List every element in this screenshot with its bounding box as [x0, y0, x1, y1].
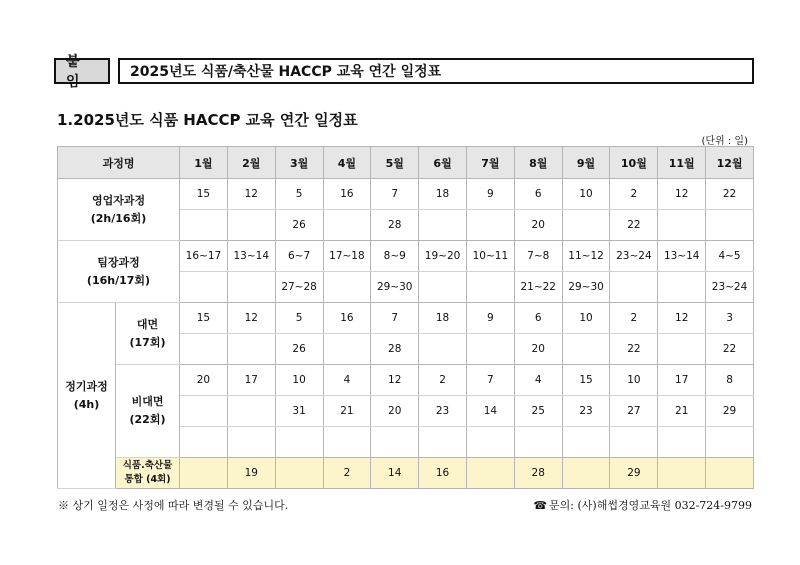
- business-date2-11: [658, 210, 706, 241]
- online-sub: (22회): [129, 413, 166, 426]
- online-date2-5: 20: [371, 396, 419, 427]
- facetoface-date-11: 12: [658, 303, 706, 334]
- online-date-5: 12: [371, 365, 419, 396]
- business-date-4: 16: [323, 179, 371, 210]
- combined-date-11: [658, 458, 706, 489]
- leader-date-5: 8~9: [371, 241, 419, 272]
- combined-row: [58, 458, 754, 489]
- online-date-4: 4: [323, 365, 371, 396]
- leader-date2-9: 29~30: [562, 272, 610, 303]
- section-title: 1.2025년도 식품 HACCP 교육 연간 일정표: [57, 111, 358, 129]
- month-header-1: 1월: [180, 147, 228, 179]
- online-date3-7: [466, 427, 514, 458]
- facetoface-date-12: 3: [706, 303, 754, 334]
- leader-date2-5: 29~30: [371, 272, 419, 303]
- contact-text: 문의: (사)해썹경영교육원 032-724-9799: [549, 499, 752, 512]
- online-date2-12: 29: [706, 396, 754, 427]
- leader-date-12: 4~5: [706, 241, 754, 272]
- online-date-9: 15: [562, 365, 610, 396]
- month-header-10: 10월: [610, 147, 658, 179]
- business-date2-12: [706, 210, 754, 241]
- combined-date-10: 29: [610, 458, 658, 489]
- business-date-12: 22: [706, 179, 754, 210]
- facetoface-date-5: 7: [371, 303, 419, 334]
- online-date3-1: [180, 427, 228, 458]
- regular-course-sub: (4h): [73, 397, 100, 411]
- schedule-table: [57, 146, 754, 489]
- regular-course-name: 정기과정: [65, 379, 108, 393]
- leader-date2-4: [323, 272, 371, 303]
- online-date2-8: 25: [514, 396, 562, 427]
- online-label: [116, 365, 180, 458]
- business-date2-9: [562, 210, 610, 241]
- combined-sub: 통합 (4회): [124, 474, 171, 485]
- month-header-8: 8월: [514, 147, 562, 179]
- leader-course-row: [58, 241, 754, 272]
- combined-date-8: 28: [514, 458, 562, 489]
- unit-label: (단위 : 일): [701, 136, 748, 147]
- month-header-12: 12월: [706, 147, 754, 179]
- online-date3-8: [514, 427, 562, 458]
- online-date-12: 8: [706, 365, 754, 396]
- facetoface-date-3: 5: [275, 303, 323, 334]
- business-date2-5: 28: [371, 210, 419, 241]
- online-row: [58, 365, 754, 396]
- business-date-1: 15: [180, 179, 228, 210]
- business-date-3: 5: [275, 179, 323, 210]
- business-course-label: [58, 179, 180, 241]
- footer-note: ※ 상기 일정은 사정에 따라 변경될 수 있습니다.: [58, 499, 289, 512]
- business-date2-1: [180, 210, 228, 241]
- business-date2-4: [323, 210, 371, 241]
- business-date-8: 6: [514, 179, 562, 210]
- leader-course-label: [58, 241, 180, 303]
- online-date3-6: [419, 427, 467, 458]
- leader-date-7: 10~11: [466, 241, 514, 272]
- facetoface-date-2: 12: [227, 303, 275, 334]
- business-date-10: 2: [610, 179, 658, 210]
- month-header-7: 7월: [466, 147, 514, 179]
- combined-date-1: [180, 458, 228, 489]
- business-course-row: [58, 179, 754, 210]
- course-name-header: 과정명: [58, 147, 180, 179]
- combined-date-2: 19: [227, 458, 275, 489]
- facetoface-date2-2: [227, 334, 275, 365]
- facetoface-date-7: 9: [466, 303, 514, 334]
- facetoface-date2-4: [323, 334, 371, 365]
- combined-date-7: [466, 458, 514, 489]
- online-date3-10: [610, 427, 658, 458]
- facetoface-date2-5: 28: [371, 334, 419, 365]
- facetoface-sub: (17회): [129, 335, 166, 349]
- business-course-name: 영업자과정: [91, 193, 146, 207]
- online-date2-9: 23: [562, 396, 610, 427]
- leader-date2-7: [466, 272, 514, 303]
- leader-date2-3: 27~28: [275, 272, 323, 303]
- leader-date-2: 13~14: [227, 241, 275, 272]
- business-date2-7: [466, 210, 514, 241]
- leader-date-8: 7~8: [514, 241, 562, 272]
- online-date3-2: [227, 427, 275, 458]
- online-date2-2: [227, 396, 275, 427]
- business-date-9: 10: [562, 179, 610, 210]
- combined-date-5: 14: [371, 458, 419, 489]
- combined-label: [116, 458, 180, 489]
- combined-date-3: [275, 458, 323, 489]
- attachment-tag: 붙 임: [54, 58, 110, 84]
- online-date-1: 20: [180, 365, 228, 396]
- regular-course-label: [58, 303, 116, 489]
- footer-contact: [533, 497, 752, 513]
- leader-date-6: 19~20: [419, 241, 467, 272]
- leader-date-10: 23~24: [610, 241, 658, 272]
- document-header: [54, 54, 754, 90]
- online-date-11: 17: [658, 365, 706, 396]
- online-name: 비대면: [131, 395, 164, 408]
- online-date2-7: 14: [466, 396, 514, 427]
- online-date-2: 17: [227, 365, 275, 396]
- business-date2-8: 20: [514, 210, 562, 241]
- facetoface-date-8: 6: [514, 303, 562, 334]
- month-header-2: 2월: [227, 147, 275, 179]
- leader-date2-12: 23~24: [706, 272, 754, 303]
- facetoface-date-9: 10: [562, 303, 610, 334]
- month-header-5: 5월: [371, 147, 419, 179]
- leader-date-1: 16~17: [180, 241, 228, 272]
- online-date2-3: 31: [275, 396, 323, 427]
- leader-course-name: 팀장과정: [97, 255, 140, 269]
- leader-date-4: 17~18: [323, 241, 371, 272]
- facetoface-date-1: 15: [180, 303, 228, 334]
- combined-date-9: [562, 458, 610, 489]
- month-header-6: 6월: [419, 147, 467, 179]
- online-date2-11: 21: [658, 396, 706, 427]
- phone-icon: ☎: [533, 499, 548, 512]
- facetoface-name: 대면: [136, 317, 159, 331]
- facetoface-date2-10: 22: [610, 334, 658, 365]
- business-date-7: 9: [466, 179, 514, 210]
- month-header-9: 9월: [562, 147, 610, 179]
- leader-date2-1: [180, 272, 228, 303]
- combined-name: 식품.축산물: [122, 460, 173, 471]
- online-date-6: 2: [419, 365, 467, 396]
- facetoface-date2-3: 26: [275, 334, 323, 365]
- online-date3-4: [323, 427, 371, 458]
- online-date3-5: [371, 427, 419, 458]
- online-date-7: 7: [466, 365, 514, 396]
- leader-date2-10: [610, 272, 658, 303]
- month-header-4: 4월: [323, 147, 371, 179]
- online-date2-10: 27: [610, 396, 658, 427]
- facetoface-date2-11: [658, 334, 706, 365]
- business-date-5: 7: [371, 179, 419, 210]
- facetoface-date-10: 2: [610, 303, 658, 334]
- business-date2-10: 22: [610, 210, 658, 241]
- leader-course-sub: (16h/17회): [86, 273, 151, 287]
- online-date-8: 4: [514, 365, 562, 396]
- leader-date-9: 11~12: [562, 241, 610, 272]
- business-course-sub: (2h/16회): [90, 211, 147, 225]
- online-date2-6: 23: [419, 396, 467, 427]
- business-date2-2: [227, 210, 275, 241]
- online-date3-11: [658, 427, 706, 458]
- online-date-3: 10: [275, 365, 323, 396]
- online-date2-4: 21: [323, 396, 371, 427]
- leader-date2-2: [227, 272, 275, 303]
- facetoface-date-6: 18: [419, 303, 467, 334]
- facetoface-date2-12: 22: [706, 334, 754, 365]
- business-date-11: 12: [658, 179, 706, 210]
- combined-date-6: 16: [419, 458, 467, 489]
- month-header-3: 3월: [275, 147, 323, 179]
- document-title: 2025년도 식품/축산물 HACCP 교육 연간 일정표: [118, 58, 754, 84]
- facetoface-date2-1: [180, 334, 228, 365]
- combined-date-4: 2: [323, 458, 371, 489]
- facetoface-date2-7: [466, 334, 514, 365]
- business-date-6: 18: [419, 179, 467, 210]
- leader-date2-11: [658, 272, 706, 303]
- month-header-row: [58, 147, 754, 179]
- facetoface-date-4: 16: [323, 303, 371, 334]
- online-date3-12: [706, 427, 754, 458]
- month-header-11: 11월: [658, 147, 706, 179]
- leader-date-11: 13~14: [658, 241, 706, 272]
- facetoface-date2-9: [562, 334, 610, 365]
- business-date2-3: 26: [275, 210, 323, 241]
- business-date-2: 12: [227, 179, 275, 210]
- leader-date2-8: 21~22: [514, 272, 562, 303]
- leader-date-3: 6~7: [275, 241, 323, 272]
- online-date-10: 10: [610, 365, 658, 396]
- facetoface-date2-8: 20: [514, 334, 562, 365]
- online-date3-3: [275, 427, 323, 458]
- facetoface-label: [116, 303, 180, 365]
- facetoface-date2-6: [419, 334, 467, 365]
- business-date2-6: [419, 210, 467, 241]
- online-date2-1: [180, 396, 228, 427]
- facetoface-row: [58, 303, 754, 334]
- online-date3-9: [562, 427, 610, 458]
- combined-date-12: [706, 458, 754, 489]
- leader-date2-6: [419, 272, 467, 303]
